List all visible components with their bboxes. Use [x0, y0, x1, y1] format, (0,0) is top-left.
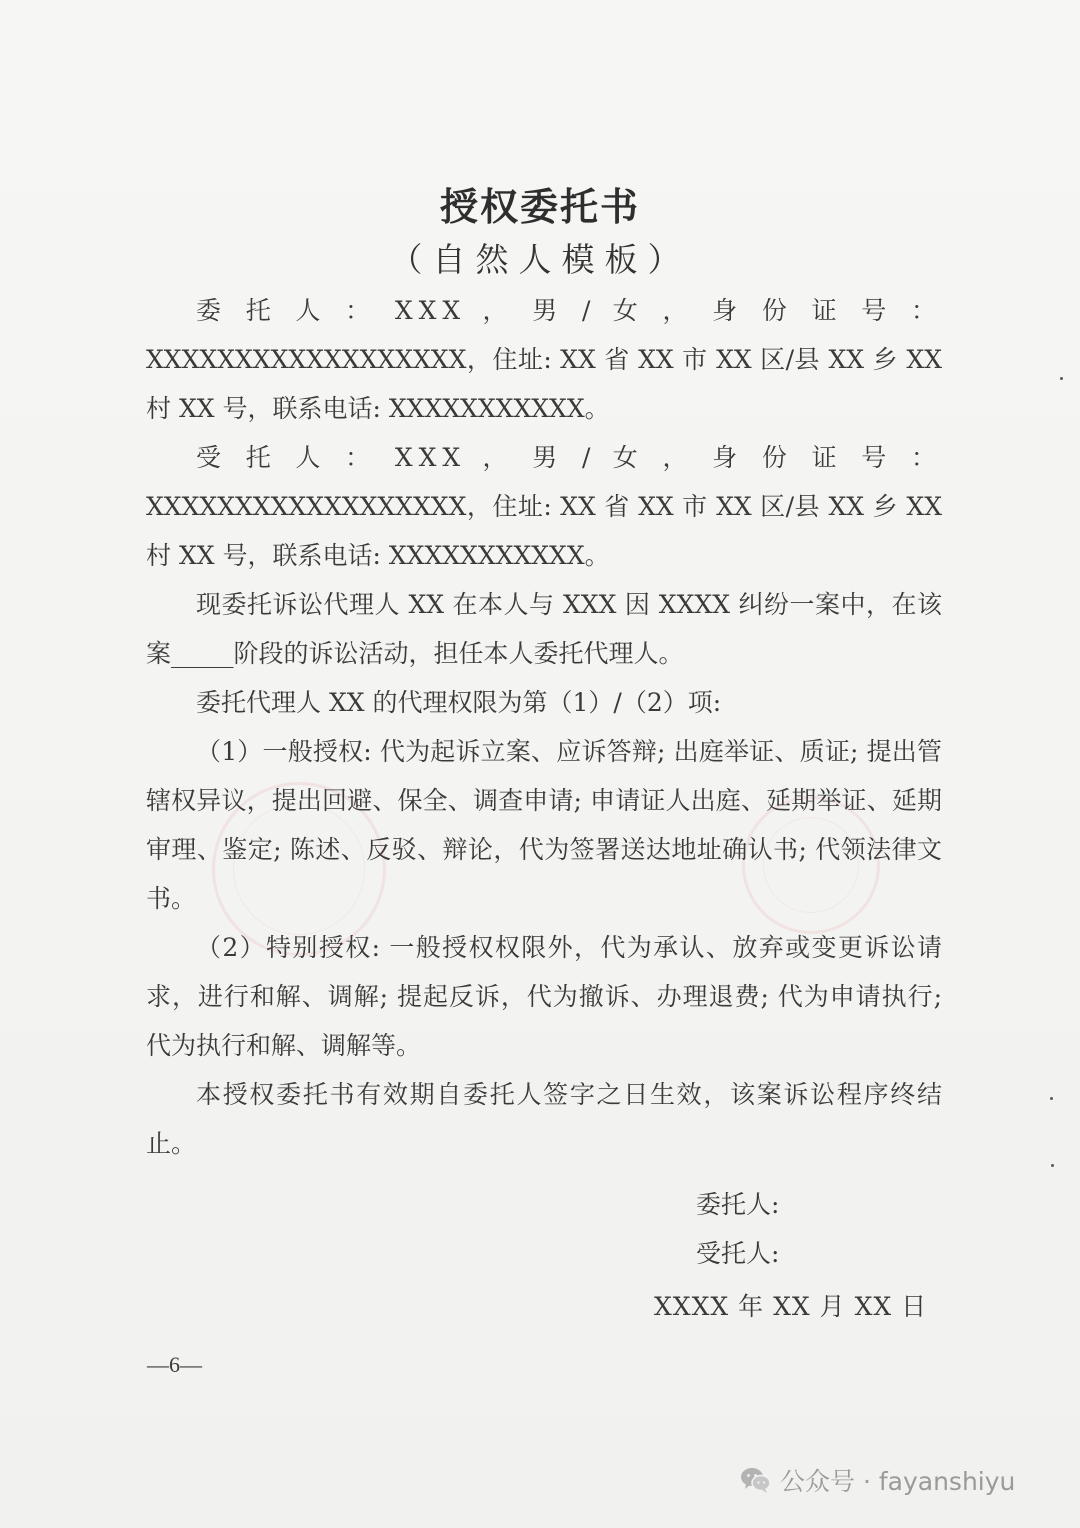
- scan-speck: [1050, 1097, 1053, 1100]
- special-authority-paragraph: （2）特别授权: 一般授权权限外，代为承认、放弃或变更诉讼请求，进行和解、调解; 提起反诉，代为撤诉、办理退费; 代为申请执行; 代为执行和解、调解等。: [146, 933, 942, 1060]
- principal-details: XXXXXXXXXXXXXXXXXX，住址: XX 省 XX 市 XX 区/县 XX 乡 XX 村 XX 号，联系电话: XXXXXXXXXXX。: [146, 345, 942, 423]
- document-body: [146, 286, 942, 1168]
- agent-signature-label: 受托人:: [696, 1239, 780, 1268]
- watermark-text: 公众号 · fayanshiyu: [780, 1467, 1016, 1496]
- document-subtitle: （自然人模板）: [389, 240, 691, 279]
- scan-speck: [1051, 1164, 1054, 1167]
- validity-paragraph: 本授权委托书有效期自委托人签字之日生效，该案诉讼程序终结止。: [146, 1080, 942, 1158]
- page-number: —6—: [147, 1352, 202, 1377]
- agent-details: XXXXXXXXXXXXXXXXXX，住址: XX 省 XX 市 XX 区/县 XX 乡 XX 村 XX 号，联系电话: XXXXXXXXXXX。: [146, 492, 942, 570]
- general-authority-paragraph: （1）一般授权: 代为起诉立案、应诉答辩; 出庭举证、质证; 提出管辖权异议，提出回避、保全、调查申请; 申请证人出庭、延期举证、延期审理、鉴定; 陈述、反驳、辩论，代为签署送达地址确认书; 代领法律文书。: [146, 737, 942, 913]
- agent-heading-line: 受 托 人 ： XXX ， 男 / 女 ， 身 份 证 号 ：: [196, 443, 942, 472]
- entrustment-paragraph: 现委托诉讼代理人 XX 在本人与 XXX 因 XXXX 纠纷一案中，在该案_____阶段的诉讼活动，担任本人委托代理人。: [146, 590, 942, 668]
- document-title: 授权委托书: [439, 184, 640, 229]
- principal-signature-label: 委托人:: [696, 1190, 780, 1219]
- signature-date: XXXX 年 XX 月 XX 日: [654, 1292, 928, 1321]
- principal-heading-line: 委 托 人 ： XXX ， 男 / 女 ， 身 份 证 号 ：: [196, 296, 942, 325]
- watermark: [740, 1460, 1015, 1500]
- scan-speck: [1060, 377, 1063, 380]
- wechat-icon: [740, 1466, 772, 1494]
- authority-scope-paragraph: 委托代理人 XX 的代理权限为第（1）/（2）项:: [196, 688, 722, 717]
